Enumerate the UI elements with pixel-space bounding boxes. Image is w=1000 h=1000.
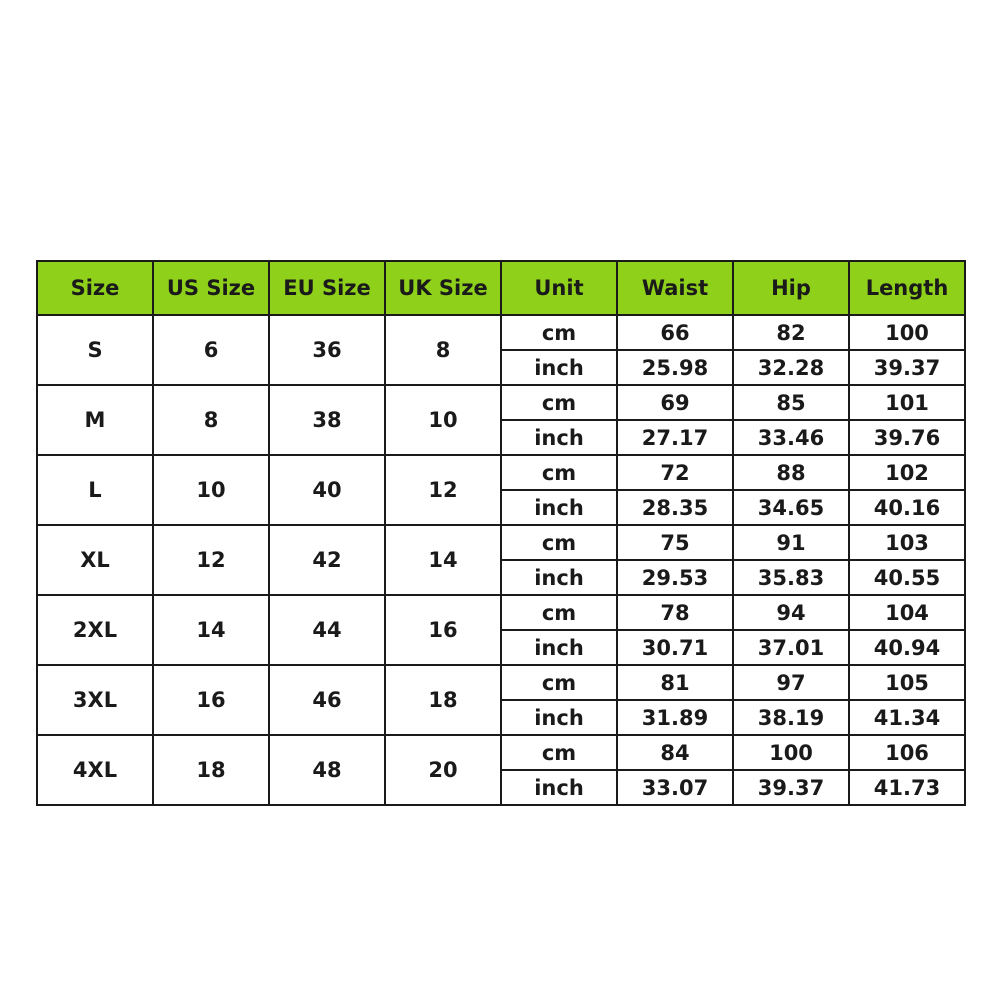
hip-cell: 32.28 (733, 350, 849, 385)
table-body (37, 315, 965, 805)
waist-cell: 72 (617, 455, 733, 490)
unit-cell: cm (501, 665, 617, 700)
uk-size-cell: 10 (385, 385, 501, 455)
eu-size-cell: 46 (269, 665, 385, 735)
unit-cell: cm (501, 525, 617, 560)
table-row (37, 525, 965, 560)
unit-cell: inch (501, 350, 617, 385)
waist-cell: 29.53 (617, 560, 733, 595)
size-cell: 2XL (37, 595, 153, 665)
hip-cell: 88 (733, 455, 849, 490)
hip-cell: 82 (733, 315, 849, 350)
uk-size-cell: 8 (385, 315, 501, 385)
length-cell: 104 (849, 595, 965, 630)
uk-size-cell: 12 (385, 455, 501, 525)
us-size-cell: 8 (153, 385, 269, 455)
us-size-cell: 14 (153, 595, 269, 665)
header-eu-size: EU Size (269, 261, 385, 315)
uk-size-cell: 16 (385, 595, 501, 665)
hip-cell: 35.83 (733, 560, 849, 595)
unit-cell: inch (501, 490, 617, 525)
waist-cell: 31.89 (617, 700, 733, 735)
table-row (37, 385, 965, 420)
header-waist: Waist (617, 261, 733, 315)
eu-size-cell: 44 (269, 595, 385, 665)
hip-cell: 38.19 (733, 700, 849, 735)
unit-cell: cm (501, 385, 617, 420)
table-row (37, 595, 965, 630)
eu-size-cell: 36 (269, 315, 385, 385)
header-length: Length (849, 261, 965, 315)
length-cell: 101 (849, 385, 965, 420)
unit-cell: cm (501, 455, 617, 490)
hip-cell: 34.65 (733, 490, 849, 525)
length-cell: 40.16 (849, 490, 965, 525)
size-cell: XL (37, 525, 153, 595)
header-unit: Unit (501, 261, 617, 315)
unit-cell: inch (501, 630, 617, 665)
waist-cell: 81 (617, 665, 733, 700)
us-size-cell: 6 (153, 315, 269, 385)
waist-cell: 30.71 (617, 630, 733, 665)
hip-cell: 91 (733, 525, 849, 560)
size-cell: 4XL (37, 735, 153, 805)
hip-cell: 85 (733, 385, 849, 420)
uk-size-cell: 14 (385, 525, 501, 595)
header-us-size: US Size (153, 261, 269, 315)
us-size-cell: 12 (153, 525, 269, 595)
length-cell: 40.55 (849, 560, 965, 595)
waist-cell: 84 (617, 735, 733, 770)
length-cell: 40.94 (849, 630, 965, 665)
size-cell: M (37, 385, 153, 455)
us-size-cell: 10 (153, 455, 269, 525)
size-cell: S (37, 315, 153, 385)
length-cell: 39.37 (849, 350, 965, 385)
unit-cell: inch (501, 560, 617, 595)
waist-cell: 66 (617, 315, 733, 350)
waist-cell: 69 (617, 385, 733, 420)
uk-size-cell: 20 (385, 735, 501, 805)
header-size: Size (37, 261, 153, 315)
length-cell: 106 (849, 735, 965, 770)
waist-cell: 25.98 (617, 350, 733, 385)
eu-size-cell: 42 (269, 525, 385, 595)
unit-cell: cm (501, 315, 617, 350)
table-row (37, 315, 965, 350)
length-cell: 41.34 (849, 700, 965, 735)
hip-cell: 94 (733, 595, 849, 630)
waist-cell: 33.07 (617, 770, 733, 805)
eu-size-cell: 38 (269, 385, 385, 455)
length-cell: 41.73 (849, 770, 965, 805)
table-header (37, 261, 965, 315)
table-row (37, 665, 965, 700)
eu-size-cell: 40 (269, 455, 385, 525)
table-row (37, 735, 965, 770)
unit-cell: cm (501, 595, 617, 630)
header-row (37, 261, 965, 315)
unit-cell: cm (501, 735, 617, 770)
waist-cell: 27.17 (617, 420, 733, 455)
size-cell: L (37, 455, 153, 525)
us-size-cell: 18 (153, 735, 269, 805)
hip-cell: 39.37 (733, 770, 849, 805)
length-cell: 39.76 (849, 420, 965, 455)
length-cell: 103 (849, 525, 965, 560)
header-uk-size: UK Size (385, 261, 501, 315)
hip-cell: 37.01 (733, 630, 849, 665)
waist-cell: 78 (617, 595, 733, 630)
eu-size-cell: 48 (269, 735, 385, 805)
unit-cell: inch (501, 700, 617, 735)
header-hip: Hip (733, 261, 849, 315)
size-cell: 3XL (37, 665, 153, 735)
table-row (37, 455, 965, 490)
unit-cell: inch (501, 770, 617, 805)
uk-size-cell: 18 (385, 665, 501, 735)
waist-cell: 75 (617, 525, 733, 560)
hip-cell: 100 (733, 735, 849, 770)
size-chart-table (36, 260, 966, 806)
waist-cell: 28.35 (617, 490, 733, 525)
length-cell: 102 (849, 455, 965, 490)
us-size-cell: 16 (153, 665, 269, 735)
length-cell: 100 (849, 315, 965, 350)
length-cell: 105 (849, 665, 965, 700)
hip-cell: 97 (733, 665, 849, 700)
hip-cell: 33.46 (733, 420, 849, 455)
unit-cell: inch (501, 420, 617, 455)
